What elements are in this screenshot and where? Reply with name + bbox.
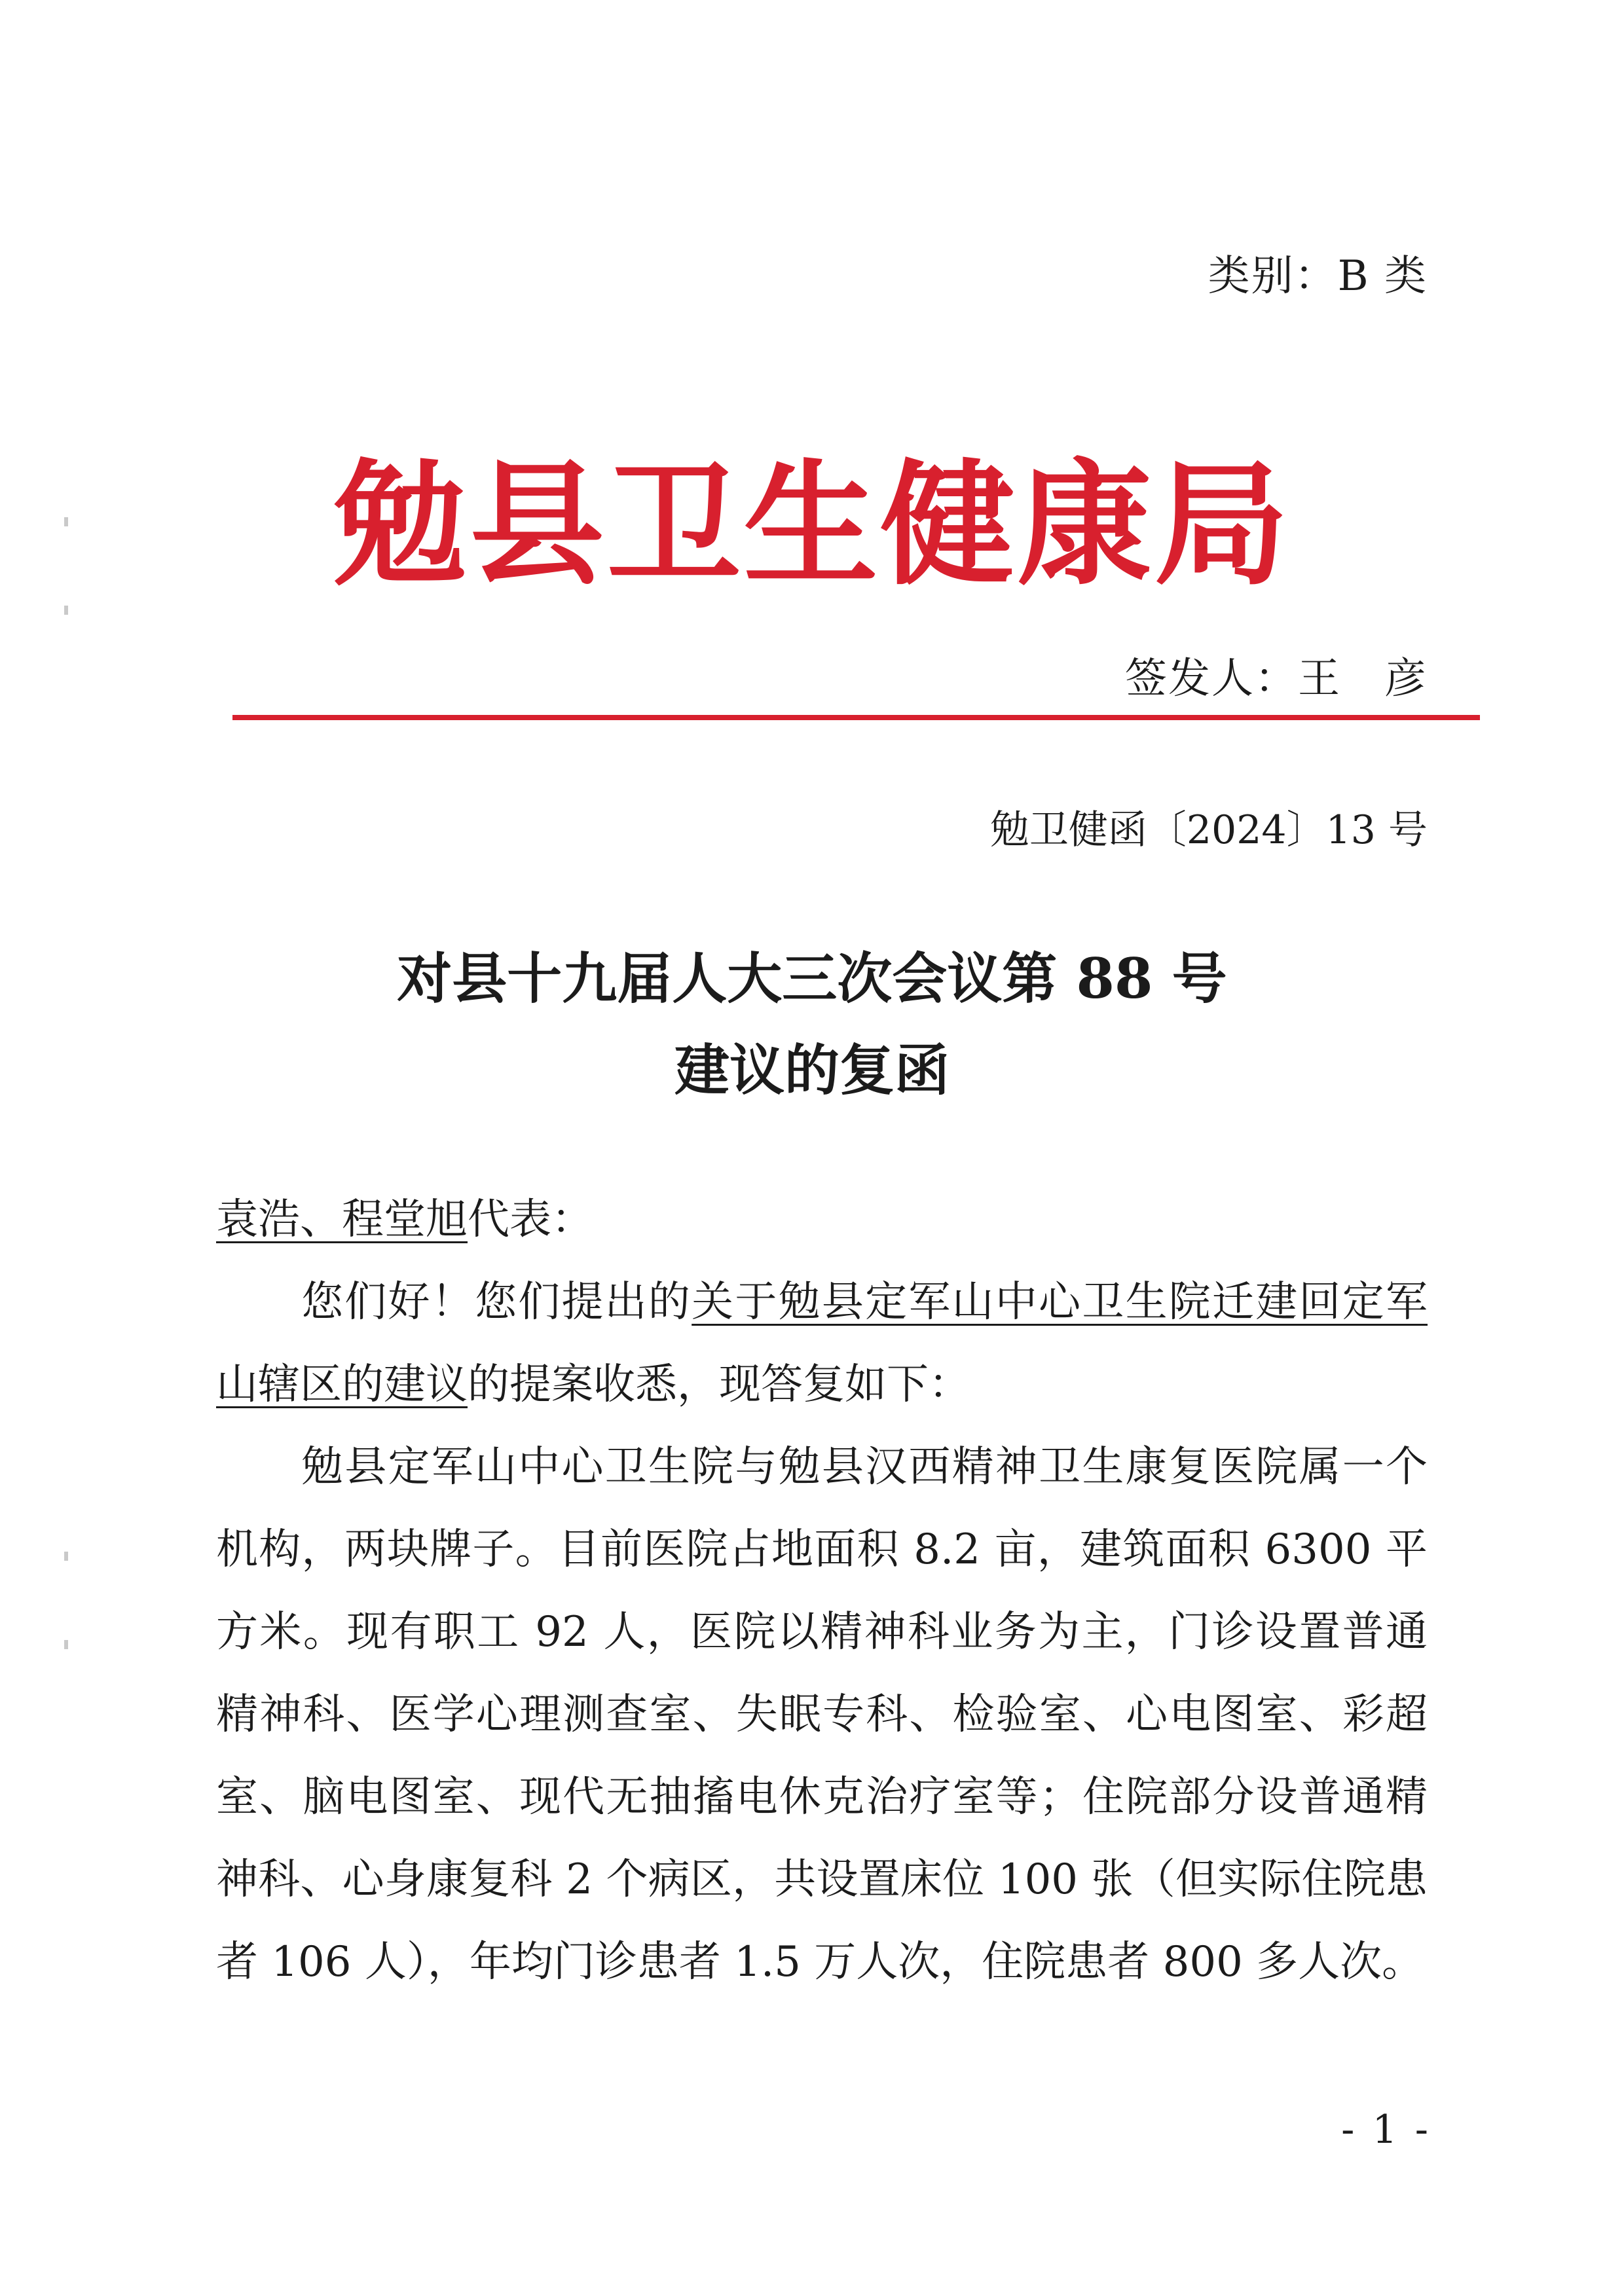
agency-letterhead: 勉县卫生健康局 bbox=[333, 446, 1291, 604]
red-divider-line bbox=[232, 715, 1480, 720]
document-number: 勉卫健函〔2024〕13 号 bbox=[989, 807, 1428, 853]
scan-mark bbox=[64, 1640, 68, 1649]
document-title bbox=[0, 933, 1624, 1116]
salutation bbox=[216, 1178, 1428, 1261]
title-line-2: 建议的复函 bbox=[674, 1038, 950, 1102]
proposal-title: 关于勉县定军山中心卫生院迁建回定军山辖区的建议 bbox=[216, 1278, 1428, 1409]
paragraph-1-prefix: 您们好！您们提出的 bbox=[301, 1278, 692, 1326]
salutation-suffix: 代表： bbox=[468, 1195, 593, 1244]
scan-mark bbox=[64, 1552, 68, 1561]
scan-mark bbox=[64, 606, 68, 615]
paragraph-2: 勉县定军山中心卫生院与勉县汉西精神卫生康复医院属一个机构，两块牌子。目前医院占地面积 8.2 亩，建筑面积 6300 平方米。现有职工 92 人，医院以精神科业务为主，门诊设置普通精神科、医学心理测查室、失眠专科、检验室、心电图室、彩超室、脑电图室、现代无抽搐电休克治疗室等；住院部分设普通精神科、心身康复科 2 个病区，共设置床位 100 张（但实际住院患者 106 人），年均门诊患者 1.5 万人次，住院患者 800 多人次。 bbox=[216, 1443, 1428, 1986]
salutation-names: 袁浩、程堂旭 bbox=[216, 1195, 468, 1244]
title-line-1: 对县十九届人大三次会议第 88 号 bbox=[397, 946, 1227, 1011]
paragraph-1-suffix: 的提案收悉，现答复如下： bbox=[468, 1360, 970, 1409]
category-label: 类别：B 类 bbox=[1208, 252, 1428, 301]
signer-line: 签发人：王 彦 bbox=[1125, 655, 1428, 703]
document-body bbox=[216, 1178, 1428, 2003]
paragraph-1 bbox=[216, 1261, 1428, 1426]
page-number: - 1 - bbox=[1341, 2107, 1431, 2153]
scan-mark bbox=[64, 517, 68, 526]
